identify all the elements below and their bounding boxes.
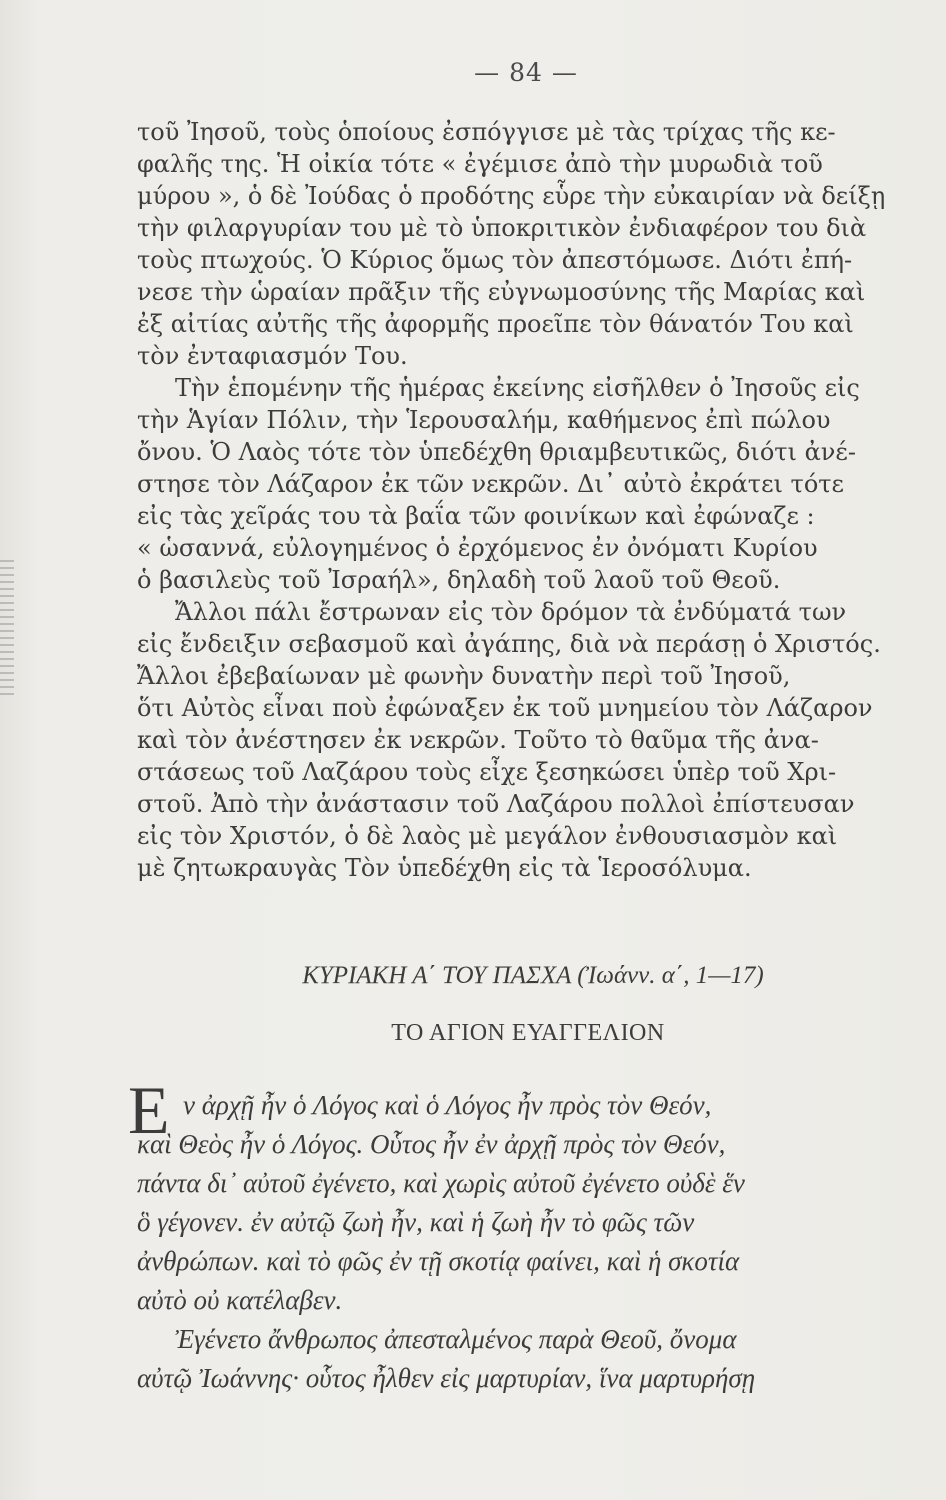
text-line: τοὺς πτωχούς. Ὁ Κύριος ὅμως τὸν ἀπεστόμωσε. Διότι ἐπή- bbox=[137, 246, 853, 274]
text-line: ἀνθρώπων. καὶ τὸ φῶς ἐν τῇ σκοτίᾳ φαίνει, καὶ ἡ σκοτία bbox=[137, 1246, 740, 1276]
text-line: ὅτι Αὐτὸς εἶναι ποὺ ἐφώναξεν ἐκ τοῦ μνημείου τὸν Λάζαρον bbox=[137, 694, 873, 722]
binding-edge bbox=[0, 560, 14, 700]
text-line: τὴν φιλαργυρίαν του μὲ τὸ ὑποκριτικὸν ἐνδιαφέρον του διὰ bbox=[137, 214, 867, 242]
text-line: Ἄλλοι ἐβεβαίωναν μὲ φωνὴν δυνατὴν περὶ τοῦ Ἰησοῦ, bbox=[137, 662, 791, 690]
text-line: ἐξ αἰτίας αὐτῆς τῆς ἀφορμῆς προεῖπε τὸν θάνατόν Του καὶ bbox=[137, 310, 854, 338]
text-line: στησε τὸν Λάζαρον ἐκ τῶν νεκρῶν. Δι᾽ αὐτὸ ἐκράτει τότε bbox=[137, 470, 844, 498]
text-line: Ἄλλοι πάλι ἔστρωναν εἰς τὸν δρόμον τὰ ἐνδύματά των bbox=[175, 598, 847, 626]
text-line: ὁ βασιλεὺς τοῦ Ἰσραήλ», δηλαδὴ τοῦ λαοῦ τοῦ Θεοῦ. bbox=[137, 566, 781, 594]
page-number: — 84 — bbox=[474, 58, 578, 87]
text-line: μύρου », ὁ δὲ Ἰούδας ὁ προδότης εὗρε τὴν εὐκαιρίαν νὰ δείξῃ bbox=[137, 182, 886, 210]
text-line: « ὡσαννά, εὐλογημένος ὁ ἐρχόμενος ἐν ὀνόματι Κυρίου bbox=[137, 534, 818, 562]
gospel-title: ΤΟ ΑΓΙΟΝ ΕΥΑΓΓΕΛΙΟΝ bbox=[391, 1020, 665, 1046]
section-heading: ΚΥΡΙΑΚΗ Α΄ ΤΟΥ ΠΑΣΧΑ (Ἰωάνν. α΄, 1—17) bbox=[302, 962, 764, 989]
text-line: πάντα δι᾽ αὐτοῦ ἐγένετο, καὶ χωρὶς αὐτοῦ ἐγένετο οὐδὲ ἕν bbox=[137, 1168, 745, 1198]
text-line: στοῦ. Ἀπὸ τὴν ἀνάστασιν τοῦ Λαζάρου πολλοὶ ἐπίστευσαν bbox=[137, 790, 855, 818]
text-line: μὲ ζητωκραυγὰς Τὸν ὑπεδέχθη εἰς τὰ Ἱεροσόλυμα. bbox=[137, 854, 752, 882]
text-line: στάσεως τοῦ Λαζάρου τοὺς εἶχε ξεσηκώσει ὑπὲρ τοῦ Χρι- bbox=[137, 758, 837, 786]
text-line: ὃ γέγονεν. ἐν αὐτῷ ζωὴ ἦν, καὶ ἡ ζωὴ ἦν τὸ φῶς τῶν bbox=[137, 1207, 695, 1237]
text-line: φαλῆς της. Ἡ οἰκία τότε « ἐγέμισε ἀπὸ τὴν μυρωδιὰ τοῦ bbox=[137, 150, 823, 178]
text-line: νεσε τὴν ὡραίαν πρᾶξιν τῆς εὐγνωμοσύνης τῆς Μαρίας καὶ bbox=[137, 278, 866, 306]
drop-cap: Ε bbox=[128, 1072, 170, 1148]
text-line: Τὴν ἑπομένην τῆς ἡμέρας ἐκείνης εἰσῆλθεν ὁ Ἰησοῦς εἰς bbox=[175, 374, 860, 402]
text-line: αὐτῷ Ἰωάννης· οὗτος ἦλθεν εἰς μαρτυρίαν, ἵνα μαρτυρήσῃ bbox=[137, 1363, 756, 1393]
text-line: καὶ Θεὸς ἦν ὁ Λόγος. Οὗτος ἦν ἐν ἀρχῇ πρὸς τὸν Θεόν, bbox=[137, 1129, 726, 1159]
text-line: εἰς ἔνδειξιν σεβασμοῦ καὶ ἀγάπης, διὰ νὰ περάσῃ ὁ Χριστός. bbox=[137, 630, 881, 658]
text-line: ὄνου. Ὁ Λαὸς τότε τὸν ὑπεδέχθη θριαμβευτικῶς, διότι ἀνέ- bbox=[137, 438, 856, 466]
text-line: ν ἀρχῇ ἦν ὁ Λόγος καὶ ὁ Λόγος ἦν πρὸς τὸν Θεόν, bbox=[183, 1090, 712, 1120]
text-line: αὐτὸ οὐ κατέλαβεν. bbox=[137, 1285, 343, 1315]
text-line: τὴν Ἁγίαν Πόλιν, τὴν Ἱερουσαλήμ, καθήμενος ἐπὶ πώλου bbox=[137, 406, 831, 434]
text-line: τοῦ Ἰησοῦ, τοὺς ὁποίους ἐσπόγγισε μὲ τὰς τρίχας τῆς κε- bbox=[137, 118, 836, 146]
text-line: Ἐγένετο ἄνθρωπος ἀπεσταλμένος παρὰ Θεοῦ, ὄνομα bbox=[175, 1324, 737, 1354]
text-line: εἰς τὰς χεῖράς του τὰ βαΐα τῶν φοινίκων καὶ ἐφώναζε : bbox=[137, 502, 815, 530]
text-line: καὶ τὸν ἀνέστησεν ἐκ νεκρῶν. Τοῦτο τὸ θαῦμα τῆς ἀνα- bbox=[137, 726, 819, 754]
text-line: τὸν ἐνταφιασμόν Του. bbox=[137, 342, 408, 370]
text-line: εἰς τὸν Χριστόν, ὁ δὲ λαὸς μὲ μεγάλον ἐνθουσιασμὸν καὶ bbox=[137, 822, 838, 850]
